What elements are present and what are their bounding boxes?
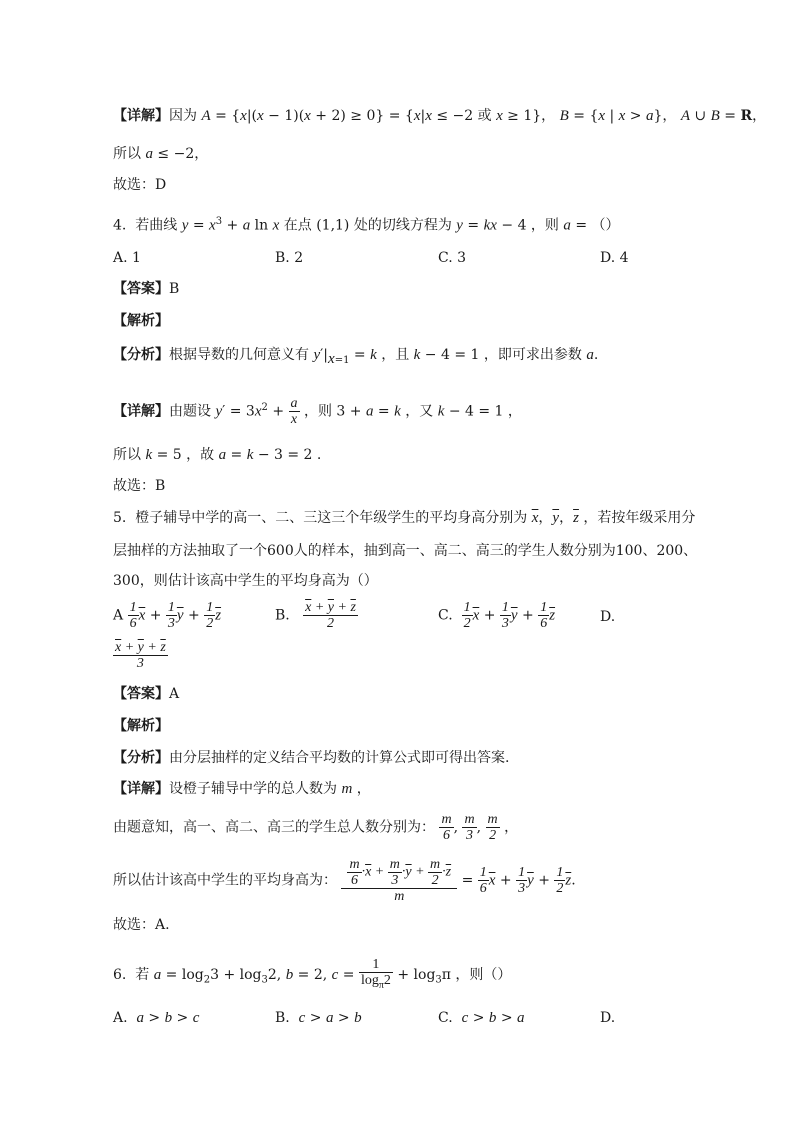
q4-choose: 故选：B [113,478,166,494]
detail-label: 【详解】 [113,781,169,797]
answer-label: 【答案】 [113,281,169,297]
q4-option-b: B. 2 [275,250,304,266]
detail-label: 【详解】 [113,108,169,124]
q3-line2: 所以 a ≤ −2， [113,146,209,162]
q5-option-a: A $\frac{1}{6}$ $\overline{x}$ + $\frac{1}{3}$ $\overline{y}$ + $\frac{1}{2}$ $\overline{z}$ [113,600,222,631]
q5-option-b: B. $\frac{\overline{x} + \overline{y} + \overline{z}}{2}$ [275,600,356,631]
q6-option-c: C. c > b > a [438,1010,525,1026]
q4-analysis-line: 【分析】根据导数的几何意义有 $y'|_{x=1} = k$ ，且 k − 4 = 1 ，即可求出参数 a. [113,347,599,367]
q4-analysis-label: 【解析】 [113,313,169,329]
q5-option-c: C. $\frac{1}{2}$ $\overline{x}$ + $\frac{1}{3}$ $\overline{y}$ + $\frac{1}{6}$ $\overline{z}$ [438,600,556,631]
q5-detail-line: 【详解】设橙子辅导中学的总人数为 m ， [113,781,371,797]
q4-detail-line2: 所以 k = 5 ，故 a = k − 3 = 2 . [113,447,322,463]
q4-option-a: A. 1 [113,250,141,266]
q6-stem: 6. 若 $a = \log_23 + \log_32$, b = 2, c = $\frac{1}{\log_\pi 2}$ + $\log_3\pi$ ，则（） [113,957,512,991]
fraction: $\frac{a}{x}$ [290,396,298,427]
analysis-head: 【分析】 [113,347,169,363]
q4-option-d: D. 4 [600,250,629,266]
q6-option-a: A. a > b > c [113,1010,200,1026]
q5-counts-line: 由题意知，高一、高二、高三的学生总人数分别为： $\frac{m}{6}$ , $\frac{m}{3}$ , $\frac{m}{2}$ ， [113,812,519,843]
q5-avg-line: 所以估计该高中学生的平均身高为： $\frac{m}{6}$ $\cdot\overline{x}$ + $\frac{m}{3}$ $\cdot\overline{y}$ + $\frac{m}{2}$ $\cdot\overline{z}$ m = $\frac{1}{6}$ $\overline{x}$ + $\frac{1}{3}$ $\overline{y}$ + $\frac{1}{2}$ $\overline{z}$. [113,857,576,904]
q5-choose: 故选：A. [113,917,170,933]
q3-answer: 故选：D [113,177,167,193]
answer-label: 【答案】 [113,686,169,702]
q5-option-d: $\frac{\overline{x} + \overline{y} + \overline{z}}{3}$ [115,640,166,671]
q4-option-c: C. 3 [438,250,467,266]
q5-analysis-label: 【解析】 [113,718,169,734]
q5-answer-line [113,684,179,704]
q4-detail-line: 【详解】由题设 $y' = 3x^2$ + $\frac{a}{x}$ ，则 3 + a = k ，又 k − 4 = 1 ， [113,396,522,427]
q6-option-d: D. [600,1010,616,1026]
q6-option-b: B. c > a > b [275,1010,362,1026]
q5-option-d-label: D. [600,609,616,625]
q4-stem: 4. 若曲线 $y = x^3 + a$ ln x 在点 (1,1) 处的切线方程为 y = kx − 4 ，则 a = （） [113,216,620,234]
q5-stem-line3: 300，则估计该高中学生的平均身高为（） [113,573,378,589]
q4-answer: B [169,281,180,297]
q5-analysis-line: 【分析】由分层抽样的定义结合平均数的计算公式即可得出答案. [113,750,510,766]
q5-answer: A [169,686,180,702]
q4-answer-line [113,279,179,299]
q5-stem-line1: 5. 橙子辅导中学的高一、二、三这三个年级学生的平均身高分别为 $\overline{x}$，$\overline{y}$，$\overline{z}$ ，若按年级采用分 [113,510,696,526]
analysis-head: 【分析】 [113,750,169,766]
q5-stem-line2: 层抽样的方法抽取了一个600人的样本，抽到高一、高二、高三的学生人数分别为100、200、 [113,543,698,559]
q3-detail-text: 因为 A = {x|(x − 1)(x + 2) ≥ 0} = {x|x ≤ −2 或 x ≥ 1}， B = {x | x > a}， A ∪ B = R， [169,108,767,124]
q3-detail-line [113,106,766,126]
detail-label: 【详解】 [113,403,169,420]
